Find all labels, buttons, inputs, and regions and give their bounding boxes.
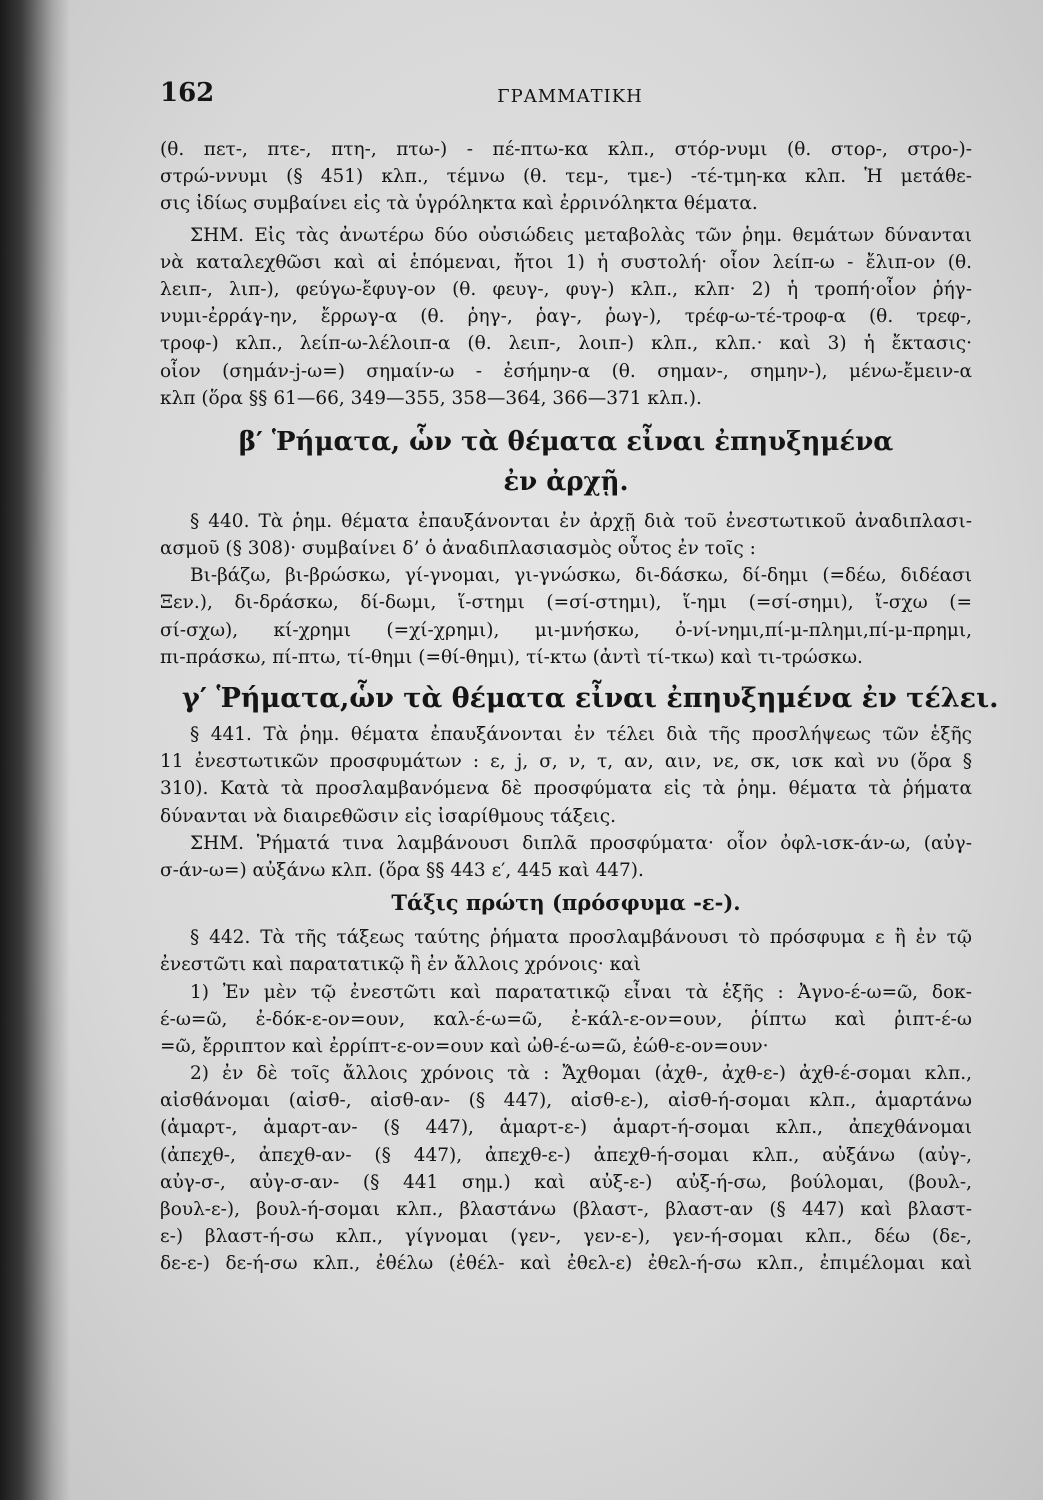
text-line: ε-) βλαστ-ή-σω κλπ., γίγνομαι (γεν-, γεν-ε-), γεν-ή-σομαι κλπ., δέω (δε-, xyxy=(160,1226,972,1248)
page-body xyxy=(160,136,999,1278)
text-line: στρώ-ννυμι (§ 451) κλπ., τέμνω (θ. τεμ-, τμε-) -τέ-τμη-κα κλπ. Ἡ μετάθε- xyxy=(160,166,972,188)
text-line: σις ἰδίως συμβαίνει εἰς τὰ ὑγρόληκτα καὶ ἐρρινόληκτα θέματα. xyxy=(160,193,758,215)
text-line: οἷον (σημάν-j-ω=) σημαίν-ω - ἐσήμην-α (θ. σημαν-, σημην-), μένω-ἔμειν-α xyxy=(160,360,972,382)
text-line: δε-ε-) δε-ή-σω κλπ., ἐθέλω (ἐθέλ- καὶ ἐθελ-ε) ἐθελ-ή-σω κλπ., ἐπιμέλομαι καὶ xyxy=(160,1253,972,1275)
text-line: § 440. Τὰ ῥημ. θέματα ἐπαυξάνονται ἐν ἀρχῇ διὰ τοῦ ἐνεστωτικοῦ ἀναδιπλασι- xyxy=(190,510,972,532)
text-line: κλπ (ὅρα §§ 61—66, 349—355, 358—364, 366—371 κλπ.). xyxy=(160,387,702,409)
text-line: λειπ-, λιπ-), φεύγω-ἔφυγ-ον (θ. φευγ-, φυγ-) κλπ., κλπ· 2) ἡ τροπή·οἷον ῥήγ- xyxy=(160,278,972,300)
text-line: σί-σχω), κί-χρημι (=χί-χρημι), μι-μνήσκω, ὀ-νί-νημι,πί-μ-πλημι,πί-μ-πρημι, xyxy=(160,619,972,641)
text-line: δύνανται νὰ διαιρεθῶσιν εἰς ἰσαρίθμους τάξεις. xyxy=(160,805,617,827)
page-number: 162 xyxy=(160,78,215,108)
text-line: (ἀπεχθ-, ἀπεχθ-αν- (§ 447), ἀπεχθ-ε-) ἀπεχθ-ή-σομαι κλπ., αὐξάνω (αὐγ-, xyxy=(160,1144,972,1166)
text-line: 1) Ἐν μὲν τῷ ἐνεστῶτι καὶ παρατατικῷ εἶναι τὰ ἑξῆς : Ἀγνο-έ-ω=ῶ, δοκ- xyxy=(190,981,972,1003)
text-line: Βι-βάζω, βι-βρώσκω, γί-γνομαι, γι-γνώσκω, δι-δάσκω, δί-δημι (=δέω, διδέασι xyxy=(190,565,972,587)
text-line: αἰσθάνομαι (αἰσθ-, αἰσθ-αν- (§ 447), αἰσθ-ε-), αἰσθ-ή-σομαι κλπ., ἁμαρτάνω xyxy=(160,1090,972,1112)
paragraph-metathesis xyxy=(160,136,972,218)
text-line: Ξεν.), δι-δράσκω, δί-δωμι, ἵ-στημι (=σί-στημι), ἵ-ημι (=σί-σημι), ἴ-σχω (= xyxy=(160,592,972,614)
binding-shadow xyxy=(0,0,70,1500)
text-line: ασμοῦ (§ 308)· συμβαίνει δ’ ὁ ἀναδιπλασιασμὸς οὗτος ἐν τοῖς : xyxy=(160,538,756,560)
running-head: ΓΡΑΜΜΑΤΙΚΗ xyxy=(497,86,643,107)
text-line: ἐνεστῶτι καὶ παρατατικῷ ἢ ἐν ἄλλοις χρόνοις· καὶ xyxy=(160,954,641,976)
text-line: αὐγ-σ-, αὐγ-σ-αν- (§ 441 σημ.) καὶ αὐξ-ε-) αὐξ-ή-σω, βούλομαι, (βουλ-, xyxy=(160,1171,972,1193)
heading-line: ἐν ἀρχῇ. xyxy=(503,466,629,497)
text-line: ΣΗΜ. Ῥήματά τινα λαμβάνουσι διπλᾶ προσφύματα· οἷον ὀφλ-ισκ-άν-ω, (αὐγ- xyxy=(190,832,972,854)
text-line: τροφ-) κλπ., λείπ-ω-λέλοιπ-α (θ. λειπ-, λοιπ-) κλπ., κλπ.· καὶ 3) ἡ ἔκτασις· xyxy=(160,333,972,355)
text-line: § 442. Τὰ τῆς τάξεως ταύτης ῥήματα προσλαμβάνουσι τὸ πρόσφυμα ε ἢ ἐν τῷ xyxy=(190,927,972,949)
text-line: ΣΗΜ. Εἰς τὰς ἀνωτέρω δύο οὐσιώδεις μεταβολὰς τῶν ῥημ. θεμάτων δύνανται xyxy=(190,224,972,246)
subheading-class-one: Τάξις πρώτη (πρόσφυμα -ε-). xyxy=(391,890,741,916)
list-item-2 xyxy=(160,1060,972,1278)
text-line: νὰ καταλεχθῶσι καὶ αἱ ἑπόμεναι, ἤτοι 1) ἡ συστολή· οἷον λείπ-ω - ἔλιπ-ον (θ. xyxy=(160,251,972,273)
text-line: § 441. Τὰ ῥημ. θέματα ἐπαυξάνονται ἐν τέλει διὰ τῆς προσλήψεως τῶν ἑξῆς xyxy=(190,724,972,745)
paragraph-442 xyxy=(160,924,972,978)
text-line: σ-άν-ω=) αὐξάνω κλπ. (ὅρα §§ 443 ε′, 445 καὶ 447). xyxy=(160,859,644,881)
paragraph-441 xyxy=(160,721,972,830)
note-paragraph xyxy=(160,222,972,412)
text-line: έ-ω=ῶ, ἐ-δόκ-ε-ον=ουν, καλ-έ-ω=ῶ, ἐ-κάλ-ε-ον=ουν, ῥίπτω καὶ ῥιπτ-έ-ω xyxy=(160,1008,972,1030)
text-line: βουλ-ε-), βουλ-ή-σομαι κλπ., βλαστάνω (βλαστ-, βλαστ-αν (§ 447) καὶ βλαστ- xyxy=(160,1199,972,1220)
text-line: (θ. πετ-, πτε-, πτη-, πτω-) - πέ-πτω-κα κλπ., στόρ-νυμι (θ. στορ-, στρο-)- xyxy=(160,139,972,160)
heading-line: β′ Ῥήματα, ὧν τὰ θέματα εἶναι ἐπηυξημένα xyxy=(238,426,894,457)
paragraph-440 xyxy=(160,508,972,671)
section-heading-c: γ′ Ῥήματα,ὧν τὰ θέματα εἶναι ἐπηυξημένα ἐν τέλει. xyxy=(182,683,999,714)
text-line: 11 ἐνεστωτικῶν προσφυμάτων : ε, j, σ, ν, τ, αν, αιν, νε, σκ, ισκ καὶ νυ (ὅρα § xyxy=(160,751,972,773)
section-heading-b xyxy=(160,422,972,502)
text-line: =ῶ, ἔρριπτον καὶ ἐρρίπτ-ε-ον=ουν καὶ ὠθ-έ-ω=ῶ, ἐώθ-ε-ον=ουν· xyxy=(160,1035,769,1057)
text-line: 310). Κατὰ τὰ προσλαμβανόμενα δὲ προσφύματα εἰς τὰ ῥημ. θέματα τὰ ῥήματα xyxy=(160,778,972,800)
page-header xyxy=(160,78,980,118)
text-line: πι-πράσκω, πί-πτω, τί-θημι (=θί-θημι), τί-κτω (ἀντὶ τί-τκω) καὶ τι-τρώσκω. xyxy=(160,646,863,668)
list-item-1 xyxy=(160,979,972,1061)
text-line: (ἁμαρτ-, ἁμαρτ-αν- (§ 447), ἁμαρτ-ε-) ἁμαρτ-ή-σομαι κλπ., ἀπεχθάνομαι xyxy=(160,1117,972,1139)
note-paragraph xyxy=(160,830,972,884)
text-line: νυμι-ἐρράγ-ην, ἔρρωγ-α (θ. ῥηγ-, ῥαγ-, ῥωγ-), τρέφ-ω-τέ-τροφ-α (θ. τρεφ-, xyxy=(160,306,972,328)
text-line: 2) ἐν δὲ τοῖς ἄλλοις χρόνοις τὰ : Ἄχθομαι (ἀχθ-, ἀχθ-ε-) ἀχθ-έ-σομαι κλπ., xyxy=(190,1063,972,1085)
